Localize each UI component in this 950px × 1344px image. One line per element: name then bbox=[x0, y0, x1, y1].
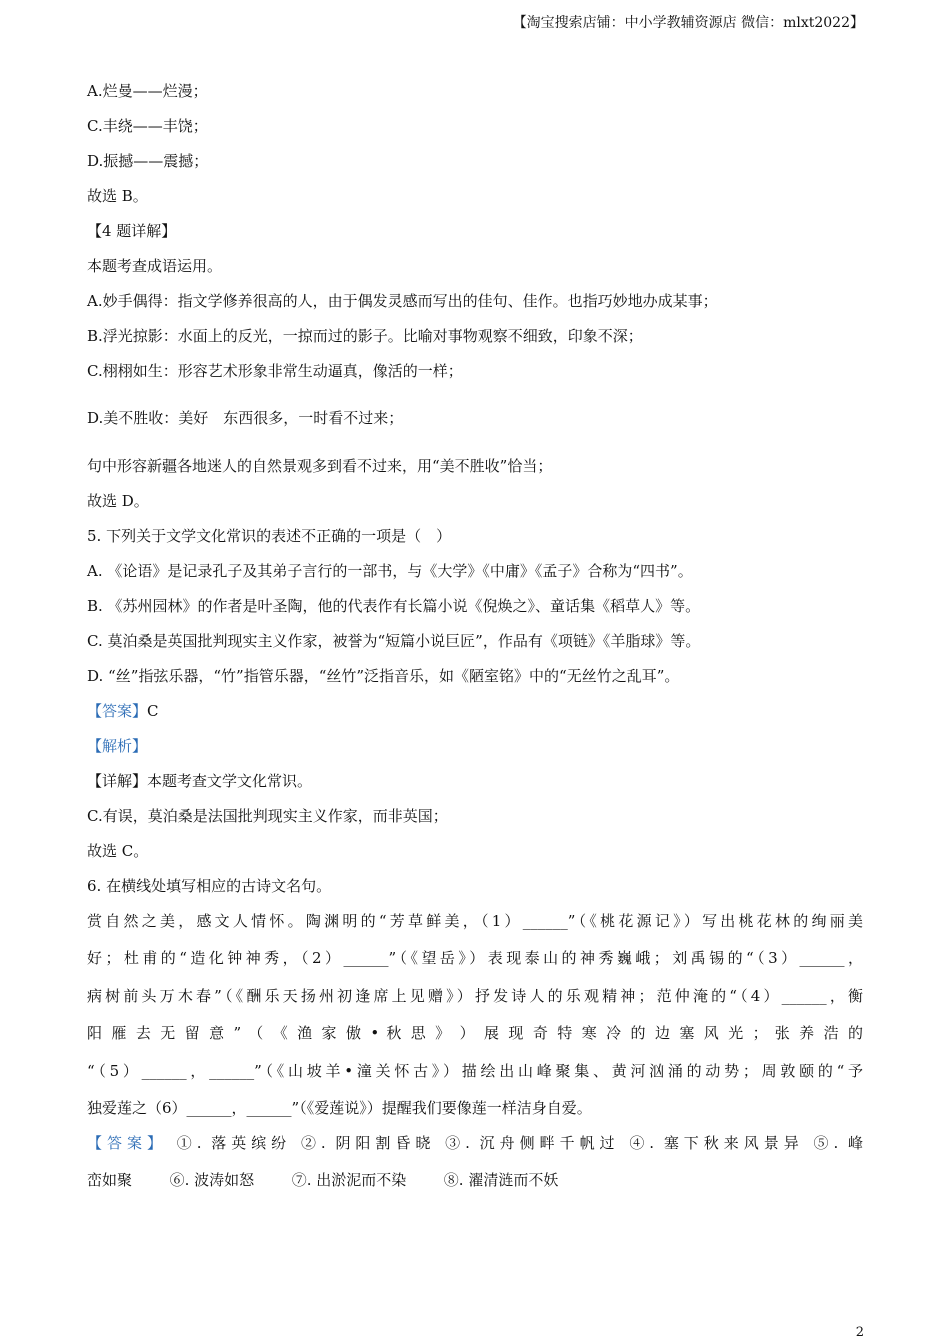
page-header: 【淘宝搜索店铺：中小学教辅资源店 微信：mlxt2022】 bbox=[512, 15, 864, 31]
answer-item: ①. 落英缤纷 bbox=[176, 1134, 292, 1152]
answer-item: ⑦. 出淤泥而不染 bbox=[291, 1171, 407, 1189]
analysis-tag: 【解析】 bbox=[87, 737, 148, 755]
text-line: 故选 D。 bbox=[87, 492, 149, 510]
answer-item: ④. 塞下秋来风景异 bbox=[629, 1134, 804, 1152]
text-line: B.浮光掠影：水面上的反光，一掠而过的影子。比喻对事物观察不细致，印象不深； bbox=[87, 327, 643, 345]
answer-item: ③. 沉舟侧畔千帆过 bbox=[445, 1134, 620, 1152]
text-line: D.振撼——震撼； bbox=[87, 152, 209, 170]
answer-line-6 bbox=[87, 1133, 863, 1153]
answer-line bbox=[87, 701, 159, 721]
answer-value: C bbox=[147, 702, 159, 720]
answer-item: ②. 阴阳割昏晓 bbox=[300, 1134, 436, 1152]
text-line: 本题考查成语运用。 bbox=[87, 257, 223, 275]
passage-line: 阳 雁 去 无 留 意 ” （ 《 渔 家 傲 • 秋 思 》 ） 展 现 奇 特 寒 冷 的 边 塞 风 光 ； 张 养 浩 的 bbox=[87, 1024, 863, 1042]
question-6: 6. 在横线处填写相应的古诗文名句。 bbox=[87, 877, 332, 895]
answer-tag: 【答案】 bbox=[87, 1134, 167, 1152]
text-line: A.烂曼——烂漫； bbox=[87, 82, 208, 100]
answer-line-6-cont bbox=[87, 1170, 558, 1190]
text-line: 故选 C。 bbox=[87, 842, 149, 860]
text-line: D.美不胜收：美好 东西很多，一时看不过来； bbox=[87, 409, 404, 427]
option-b: B. 《苏州园林》的作者是叶圣陶，他的代表作有长篇小说《倪焕之》、童话集《稻草人》等。 bbox=[87, 597, 701, 615]
text-line: 故选 B。 bbox=[87, 187, 148, 205]
answer-item: ⑧. 濯清涟而不妖 bbox=[443, 1171, 559, 1189]
answer-item: 峦如聚 bbox=[87, 1171, 133, 1189]
text-line: A.妙手偶得：指文学修养很高的人，由于偶发灵感而写出的佳句、佳作。也指巧妙地办成某事； bbox=[87, 292, 718, 310]
passage-line: 独爱莲之（6）______，______”（《爱莲说》）提醒我们要像莲一样洁身自爱。 bbox=[87, 1099, 592, 1117]
passage-line: 好；杜甫的“造化钟神秀，（2）______”（《望岳》）表现泰山的神秀巍峨；刘禹锡的“（3）______， bbox=[87, 949, 863, 967]
text-line: C.有误，莫泊桑是法国批判现实主义作家，而非英国； bbox=[87, 807, 448, 825]
text-line: C.栩栩如生：形容艺术形象非常生动逼真，像活的一样； bbox=[87, 362, 463, 380]
text-line: 句中形容新疆各地迷人的自然景观多到看不过来，用“美不胜收”恰当； bbox=[87, 457, 553, 475]
option-a: A. 《论语》是记录孔子及其弟子言行的一部书，与《大学》《中庸》《孟子》合称为“四书”。 bbox=[87, 562, 693, 580]
question-5: 5. 下列关于文学文化常识的表述不正确的一项是（ ） bbox=[87, 527, 452, 545]
text-line: C.丰绕——丰饶； bbox=[87, 117, 208, 135]
passage-line: 赏自然之美，感文人情怀。陶渊明的“芳草鲜美，（1）______”（《桃花源记》）写出桃花林的绚丽美 bbox=[87, 912, 863, 930]
option-c: C. 莫泊桑是英国批判现实主义作家，被誉为“短篇小说巨匠”，作品有《项链》《羊脂球》等。 bbox=[87, 632, 701, 650]
option-d: D. “丝”指弦乐器，“竹”指管乐器，“丝竹”泛指音乐，如《陋室铭》中的“无丝竹之乱耳”。 bbox=[87, 667, 680, 685]
passage-line: “（5）______，______”（《山坡羊•潼关怀古》）描绘出山峰聚集、黄河汹涌的动势；周敦颐的“予 bbox=[87, 1062, 863, 1080]
passage-line: 病树前头万木春”（《酬乐天扬州初逢席上见赠》）抒发诗人的乐观精神；范仲淹的“（4）______，衡 bbox=[87, 987, 863, 1005]
answer-item: ⑤. 峰 bbox=[813, 1134, 863, 1152]
text-line: 【详解】本题考查文学文化常识。 bbox=[87, 772, 313, 790]
page-number: 2 bbox=[855, 1325, 864, 1340]
answer-tag: 【答案】 bbox=[87, 702, 148, 720]
answer-item: ⑥. 波涛如怒 bbox=[169, 1171, 255, 1189]
section-heading: 【4 题详解】 bbox=[87, 222, 177, 240]
